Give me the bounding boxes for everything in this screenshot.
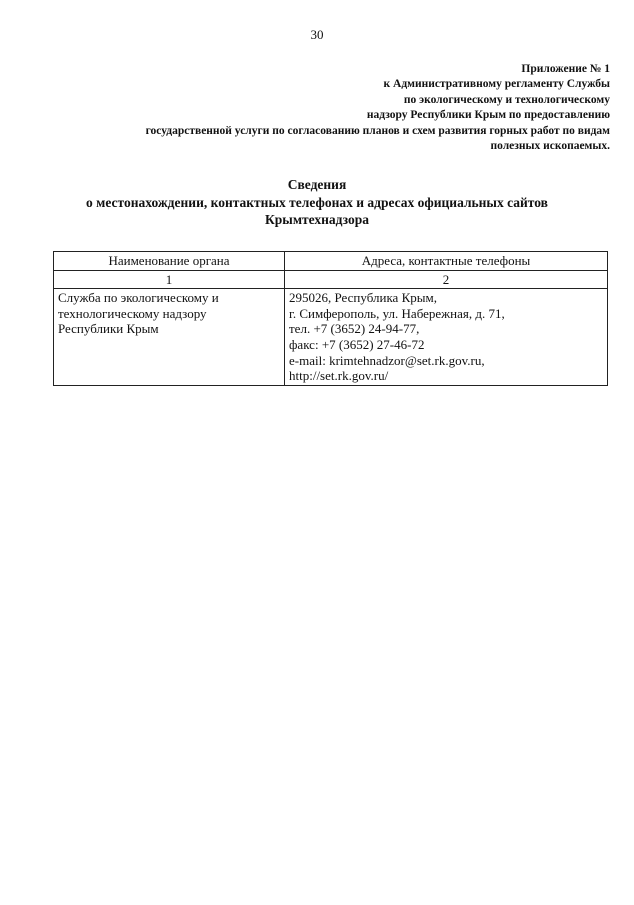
contacts-cell bbox=[285, 289, 608, 386]
title-subtitle-line: о местонахождении, контактных телефонах и адресах официальных сайтов bbox=[86, 194, 548, 210]
column-number: 2 bbox=[285, 270, 608, 289]
organ-line: Служба по экологическому и bbox=[58, 290, 219, 306]
header-addresses-phones: Адреса, контактные телефоны bbox=[285, 252, 608, 271]
address-line: г. Симферополь, ул. Набережная, д. 71, bbox=[289, 305, 505, 321]
phone-line: тел. +7 (3652) 24-94-77, bbox=[289, 321, 420, 337]
document-title bbox=[0, 176, 634, 229]
address-line: 295026, Республика Крым, bbox=[289, 290, 437, 306]
column-number-row bbox=[54, 270, 608, 289]
appendix-line: по экологическому и технологическому bbox=[403, 93, 610, 106]
fax-line: факс: +7 (3652) 27-46-72 bbox=[289, 336, 425, 352]
table-header-row bbox=[54, 252, 608, 271]
organ-line: технологическому надзору bbox=[58, 305, 207, 321]
appendix-line: полезных ископаемых. bbox=[490, 140, 610, 153]
email-line: e-mail: krimtehnadzor@set.rk.gov.ru, bbox=[289, 352, 485, 368]
table-row bbox=[54, 289, 608, 386]
contacts-table bbox=[53, 251, 608, 386]
page-number: 30 bbox=[310, 27, 324, 42]
organ-line: Республики Крым bbox=[58, 321, 159, 337]
appendix-block bbox=[50, 62, 610, 154]
website-link[interactable]: http://set.rk.gov.ru/ bbox=[289, 368, 389, 384]
column-number: 1 bbox=[54, 270, 285, 289]
header-organ-name: Наименование органа bbox=[54, 252, 285, 271]
appendix-line: государственной услуги по согласованию планов и схем развития горных работ по видам bbox=[145, 124, 610, 137]
appendix-line: Приложение № 1 bbox=[521, 63, 610, 75]
appendix-line: надзору Республики Крым по предоставлению bbox=[366, 109, 610, 122]
appendix-line: к Административному регламенту Службы bbox=[383, 78, 610, 91]
title-subtitle-line: Крымтехнадзора bbox=[264, 212, 369, 227]
organ-cell bbox=[54, 289, 285, 386]
title-heading: Сведения bbox=[287, 177, 347, 192]
